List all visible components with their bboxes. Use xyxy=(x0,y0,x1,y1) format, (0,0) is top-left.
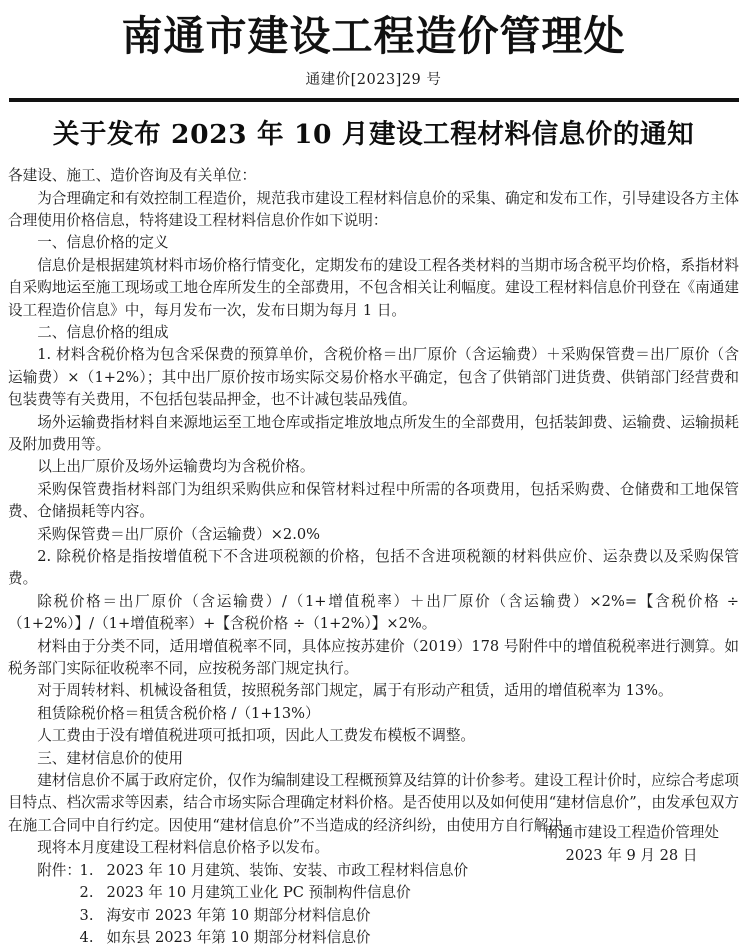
section-heading-two: 二、信息价格的组成 xyxy=(37,323,169,341)
attachment-title: 如东县 2023 年第 10 期部分材料信息价 xyxy=(106,928,371,946)
attachment-title: 2023 年 10 月建筑、装饰、安装、市政工程材料信息价 xyxy=(106,861,469,879)
attachment-item-2 xyxy=(8,882,739,904)
attachments-list xyxy=(8,860,739,949)
section-three-paragraph: 建材信息价不属于政府定价，仅作为编制建设工程概预算及结算的计价参考。建设工程计价时，应综合考虑项目特点、档次需求等因素，结合市场实际合理确定材料价格。是否使用以及如何使用“建材信息价”，由发承包双方在施工合同中自行约定。因使用“建材信息价”不当造成的经济纠纷，由使用方自行解决。 xyxy=(8,772,739,834)
salutation: 各建设、施工、造价咨询及有关单位： xyxy=(8,167,257,185)
attachment-item-4 xyxy=(8,927,739,949)
issuing-organization-title: 南通市建设工程造价管理处 xyxy=(121,12,626,60)
attachment-number: 2. xyxy=(79,884,94,902)
attachment-number: 1. xyxy=(79,861,94,879)
formula-storage-fee: 采购保管费＝出厂原价（含运输费）×2.0% xyxy=(37,525,320,543)
section-one-paragraph: 信息价是根据建筑材料市场价格行情变化，定期发布的建设工程各类材料的当期市场含税平均价格，系指材料自采购地运至施工现场或工地仓库所发生的全部费用，不包含相关让利幅度。建设工程材料信息价刊登在《南通建设工程造价信息》中，每月发布一次，发布日期为每月 1 日。 xyxy=(8,256,739,319)
intro-paragraph: 为合理确定和有效控制工程造价，规范我市建设工程材料信息价的采集、确定和发布工作，引导建设各方主体合理使用价格信息，特将建设工程材料信息价作如下说明： xyxy=(8,189,739,229)
section-heading-one: 一、信息价格的定义 xyxy=(37,234,169,252)
formula-ex-tax-price: 除税价格＝出厂原价（含运输费）/（1+增值税率）＋出厂原价（含运输费）×2%=【含税价格 ÷（1+2%）】/（1+增值税率）+【含税价格 ÷（1+2%）】×2%。 xyxy=(8,592,739,633)
document-number: 通建价[2023]29 号 xyxy=(305,71,442,88)
masthead xyxy=(8,0,739,89)
tax-inclusive-note: 以上出厂原价及场外运输费均为含税价格。 xyxy=(37,458,315,476)
offsite-transport-paragraph: 场外运输费指材料自来源地运至工地仓库或指定堆放地点所发生的全部费用，包括装卸费、运输费、运输损耗及附加费用等。 xyxy=(8,413,739,453)
labor-cost-paragraph: 人工费由于没有增值税进项可抵扣项，因此人工费发布模板不调整。 xyxy=(37,727,476,745)
closing-paragraph: 现将本月度建设工程材料信息价格予以发布。 xyxy=(37,839,330,857)
signature-organization: 南通市建设工程造价管理处 xyxy=(543,824,719,842)
section-two-item-1: 1. 材料含税价格为包含采保费的预算单价，含税价格＝出厂原价（含运输费）＋采购保管费＝出厂原价（含运输费）×（1+2%）；其中出厂原价按市场实际交易价格水平确定，包含了供销部门进货费、供销部门经营费和包装费等有关费用，不包括包装品押金，也不计减包装品残值。 xyxy=(8,346,739,409)
attachment-title: 海安市 2023 年第 10 期部分材料信息价 xyxy=(106,906,371,924)
attachment-number: 4. xyxy=(79,928,94,946)
signature-block xyxy=(544,822,719,867)
vat-rate-paragraph: 材料由于分类不同，适用增值税率不同，具体应按苏建价（2019）178 号附件中的增值税税率进行测算。如税务部门实际征收税率不同，应按税务部门规定执行。 xyxy=(8,637,739,678)
storage-fee-paragraph: 采购保管费指材料部门为组织采购供应和保管材料过程中所需的各项费用，包括采购费、仓储费和工地保管费、仓储损耗等内容。 xyxy=(8,480,739,521)
signature-date: 2023 年 9 月 28 日 xyxy=(565,846,698,864)
attachment-number: 3. xyxy=(79,906,94,924)
section-two-item-2: 2. 除税价格是指按增值税下不含进项税额的价格，包括不含进项税额的材料供应价、运杂费以及采购保管费。 xyxy=(8,548,739,588)
page-title: 关于发布 2023 年 10 月建设工程材料信息价的通知 xyxy=(52,119,695,151)
lease-vat-paragraph: 对于周转材料、机械设备租赁，按照税务部门规定，属于有形动产租赁，适用的增值税率为 13%。 xyxy=(37,682,673,700)
formula-lease-ex-tax-price: 租赁除税价格＝租赁含税价格 /（1+13%） xyxy=(37,704,320,722)
attachment-item-3 xyxy=(8,905,739,927)
header-divider-rule xyxy=(9,98,739,102)
attachment-title: 2023 年 10 月建筑工业化 PC 预制构件信息价 xyxy=(106,884,411,902)
attachments-label: 附件： xyxy=(37,861,81,879)
section-heading-three: 三、建材信息价的使用 xyxy=(37,749,184,767)
